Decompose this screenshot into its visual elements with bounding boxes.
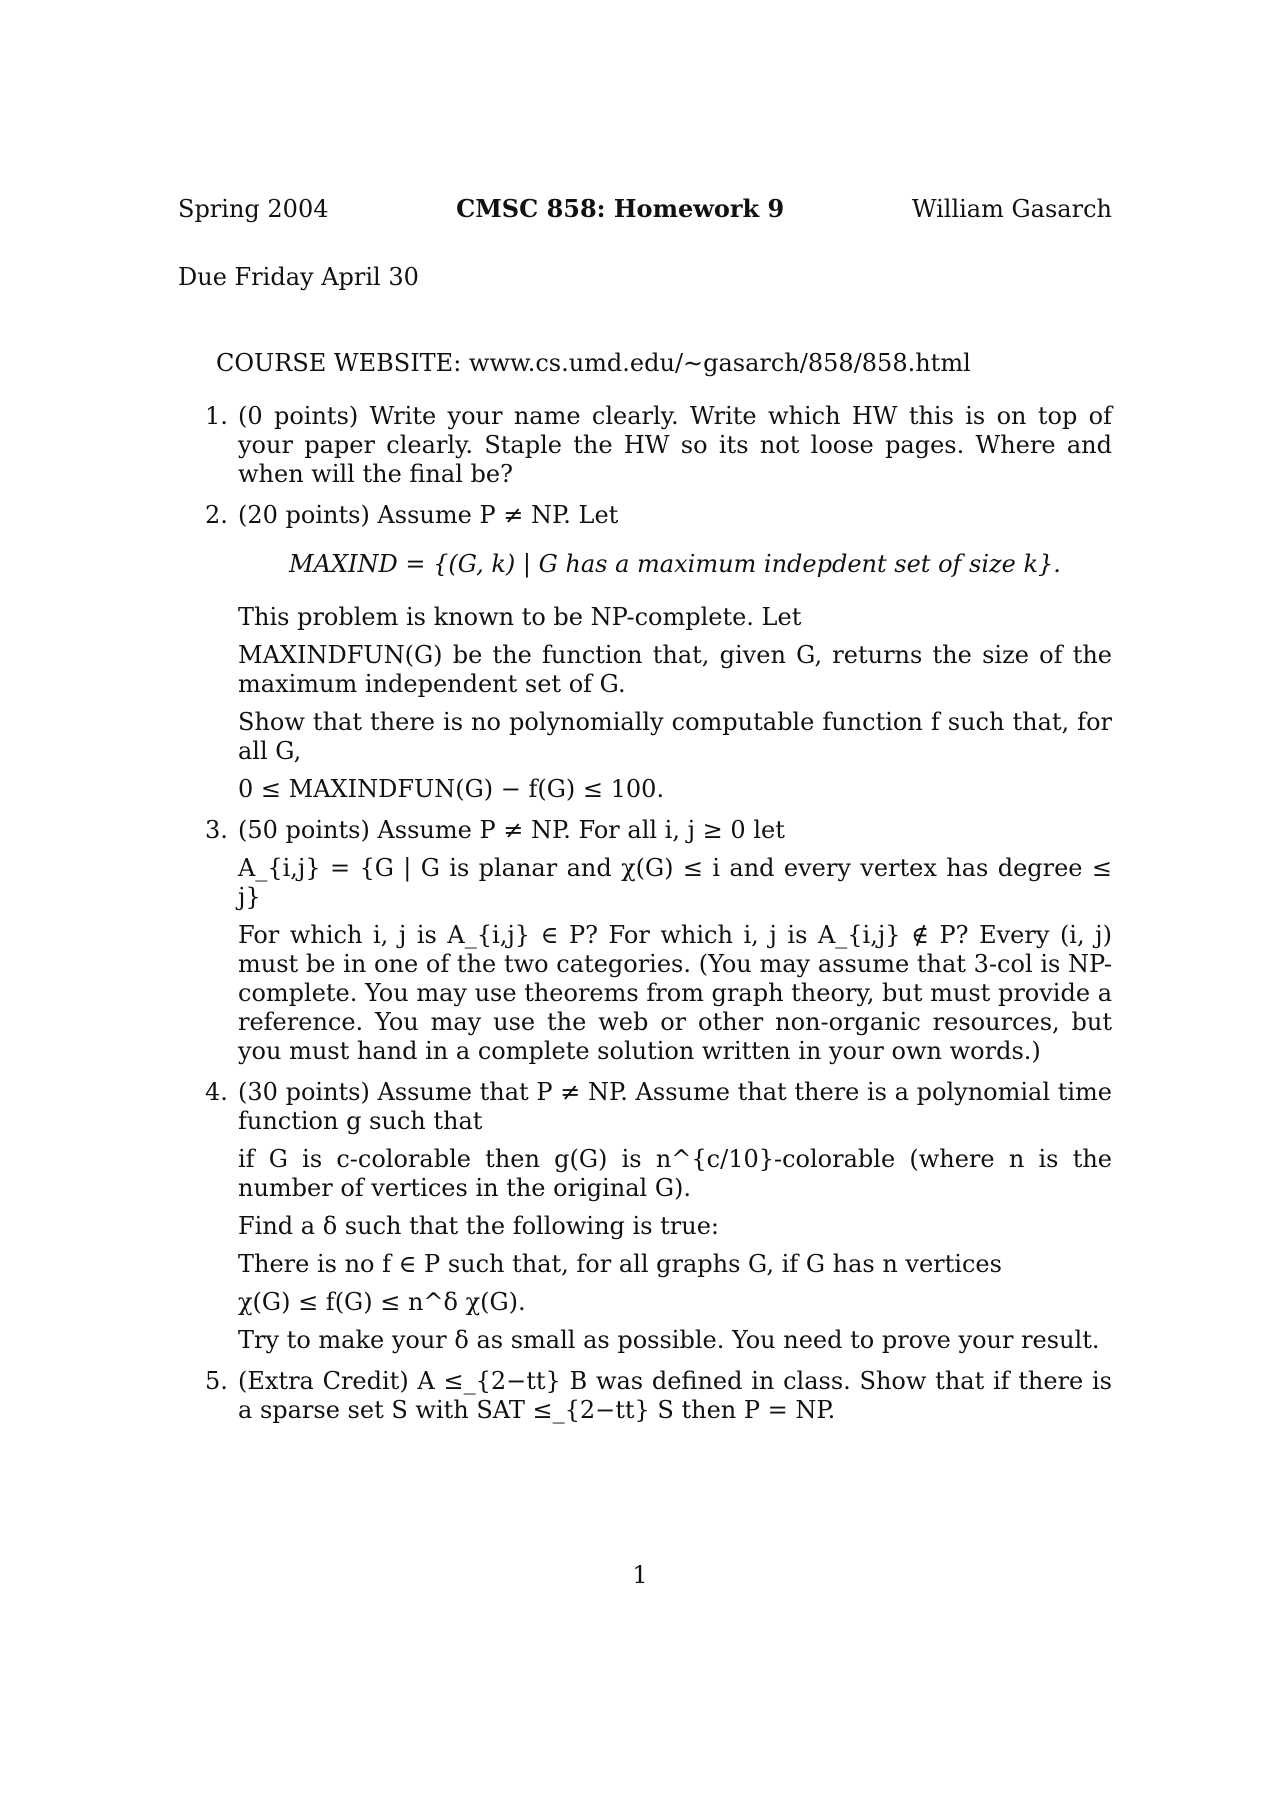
course-website: COURSE WEBSITE: www.cs.umd.edu/∼gasarch/858/858.html xyxy=(216,349,971,377)
problem-4 xyxy=(178,1078,1112,1355)
problem-2 xyxy=(178,501,1112,804)
problem-text: if G is c-colorable then g(G) is n^{c/10}-colorable (where n is the number of vertices in the original G). xyxy=(238,1145,1112,1202)
problem-text: (50 points) Assume P ≠ NP. For all i, j ≥ 0 let xyxy=(238,816,785,844)
problem-text: (0 points) Write your name clearly. Write which HW this is on top of your paper clearly. Staple the HW so its not loose pages. Where and when will the final be? xyxy=(238,402,1112,488)
problem-number: 4. xyxy=(205,1078,228,1106)
header xyxy=(178,194,1112,234)
problem-text: Find a δ such that the following is true: xyxy=(238,1212,719,1240)
display-equation: MAXIND = {(G, k) | G has a maximum indepdent set of size k}. xyxy=(289,550,1061,578)
problem-number: 5. xyxy=(205,1367,228,1395)
term: Spring 2004 xyxy=(178,195,329,223)
author: William Gasarch xyxy=(911,195,1112,223)
problem-number: 1. xyxy=(205,402,228,430)
problem-text: 0 ≤ MAXINDFUN(G) − f(G) ≤ 100. xyxy=(238,775,665,803)
problem-text: A_{i,j} = {G | G is planar and χ(G) ≤ i and every vertex has degree ≤ j} xyxy=(238,854,1112,911)
problem-text: Show that there is no polynomially computable function f such that, for all G, xyxy=(238,708,1112,765)
problem-text: (Extra Credit) A ≤_{2−tt} B was defined in class. Show that if there is a sparse set S with SAT ≤_{2−tt} S then P = NP. xyxy=(238,1367,1112,1424)
problem-1 xyxy=(178,402,1112,489)
problem-text: χ(G) ≤ f(G) ≤ n^δ χ(G). xyxy=(238,1288,526,1316)
problem-list xyxy=(178,402,1112,1437)
problem-text: There is no f ∈ P such that, for all graphs G, if G has n vertices xyxy=(238,1250,1002,1278)
page-number: 1 xyxy=(632,1561,648,1589)
problem-text: This problem is known to be NP-complete. Let xyxy=(238,603,802,631)
problem-text: (30 points) Assume that P ≠ NP. Assume that there is a polynomial time function g such that xyxy=(238,1078,1112,1135)
due-date: Due Friday April 30 xyxy=(178,263,419,291)
page-title: CMSC 858: Homework 9 xyxy=(456,194,785,223)
problem-text: For which i, j is A_{i,j} ∈ P? For which i, j is A_{i,j} ∉ P? Every (i, j) must be in one of the two categories. (You may assume that 3-col is NP-complete. You may use theorems from graph theory, but must provide a reference. You may use the web or other non-organic resources, but you must hand in a complete solution written in your own words.) xyxy=(238,921,1112,1065)
problem-3 xyxy=(178,816,1112,1066)
problem-number: 3. xyxy=(205,816,228,844)
problem-text: Try to make your δ as small as possible. You need to prove your result. xyxy=(238,1326,1100,1354)
problem-number: 2. xyxy=(205,501,228,529)
problem-5 xyxy=(178,1367,1112,1425)
problem-text: MAXINDFUN(G) be the function that, given G, returns the size of the maximum independent set of G. xyxy=(238,641,1112,698)
problem-text: (20 points) Assume P ≠ NP. Let xyxy=(238,501,619,529)
